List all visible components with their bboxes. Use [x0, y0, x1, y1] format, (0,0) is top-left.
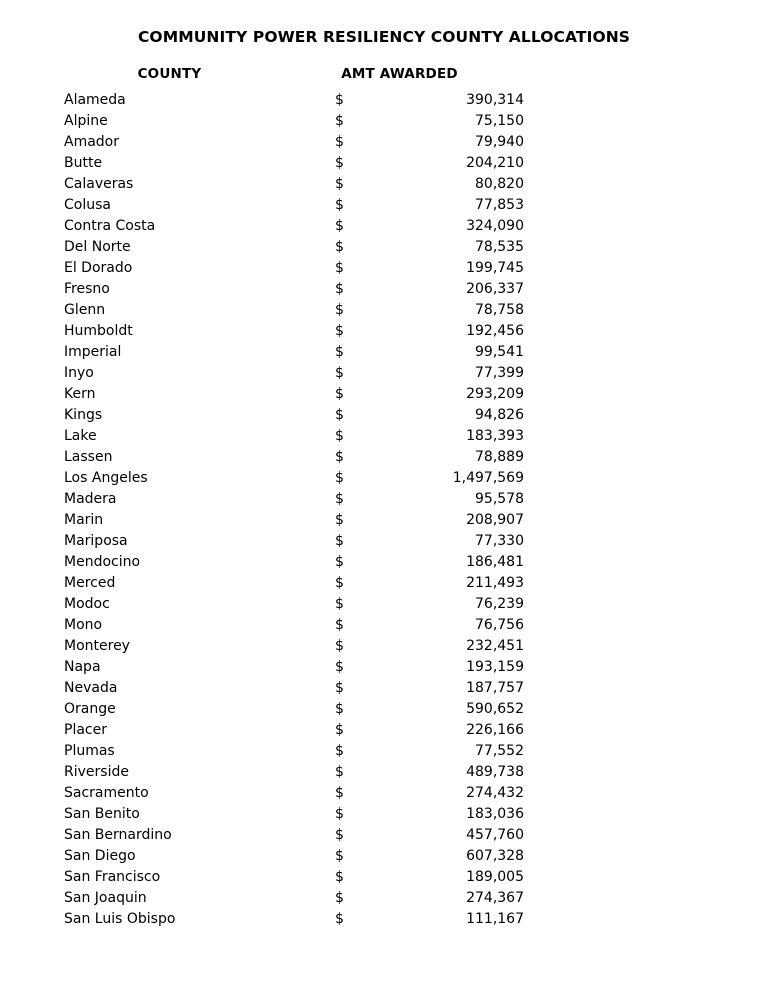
currency-symbol: $	[335, 407, 344, 423]
table-header	[64, 66, 524, 90]
county-name-cell: Napa	[64, 659, 101, 675]
currency-symbol: $	[335, 785, 344, 801]
page-title: COMMUNITY POWER RESILIENCY COUNTY ALLOCATIONS	[137, 28, 631, 46]
currency-symbol: $	[335, 659, 344, 675]
currency-symbol: $	[335, 701, 344, 717]
table-row	[64, 216, 524, 237]
amount-value: 232,451	[466, 638, 524, 654]
county-name-cell: Imperial	[64, 344, 122, 360]
amount-wrapper	[335, 783, 524, 804]
county-name-cell: Marin	[64, 512, 104, 528]
amount-cell	[275, 804, 524, 825]
currency-symbol: $	[335, 680, 344, 696]
column-header-county: COUNTY	[137, 66, 202, 82]
amount-value: 208,907	[466, 512, 524, 528]
amount-wrapper	[335, 594, 524, 615]
county-name-cell: Inyo	[64, 365, 94, 381]
amount-cell	[275, 510, 524, 531]
currency-symbol: $	[335, 554, 344, 570]
amount-cell	[275, 174, 524, 195]
amount-value: 95,578	[475, 491, 524, 507]
amount-wrapper	[335, 741, 524, 762]
amount-wrapper	[335, 447, 524, 468]
currency-symbol: $	[335, 764, 344, 780]
currency-symbol: $	[335, 428, 344, 444]
currency-symbol: $	[335, 533, 344, 549]
amount-cell	[275, 636, 524, 657]
table-row	[64, 363, 524, 384]
currency-symbol: $	[335, 218, 344, 234]
currency-symbol: $	[335, 743, 344, 759]
amount-value: 206,337	[466, 281, 524, 297]
currency-symbol: $	[335, 176, 344, 192]
amount-value: 274,367	[466, 890, 524, 906]
table-row	[64, 888, 524, 909]
currency-symbol: $	[335, 302, 344, 318]
amount-wrapper	[335, 657, 524, 678]
county-name-cell: Butte	[64, 155, 103, 171]
county-name-cell: Mariposa	[64, 533, 128, 549]
amount-value: 226,166	[466, 722, 524, 738]
currency-symbol: $	[335, 449, 344, 465]
amount-wrapper	[335, 111, 524, 132]
amount-cell	[275, 909, 524, 930]
county-name-cell: Mono	[64, 617, 103, 633]
county-name-cell: Nevada	[64, 680, 118, 696]
county-name-cell: Plumas	[64, 743, 115, 759]
amount-value: 293,209	[466, 386, 524, 402]
table-row	[64, 804, 524, 825]
currency-symbol: $	[335, 92, 344, 108]
amount-cell	[275, 762, 524, 783]
amount-value: 189,005	[466, 869, 524, 885]
amount-wrapper	[335, 216, 524, 237]
amount-value: 192,456	[466, 323, 524, 339]
county-name-cell: Monterey	[64, 638, 130, 654]
amount-cell	[275, 846, 524, 867]
table-row	[64, 573, 524, 594]
amount-cell	[275, 783, 524, 804]
amount-wrapper	[335, 909, 524, 930]
county-name-cell: Lassen	[64, 449, 113, 465]
county-name-cell: Los Angeles	[64, 470, 148, 486]
amount-cell	[275, 405, 524, 426]
amount-value: 78,758	[475, 302, 524, 318]
table-row	[64, 321, 524, 342]
amount-wrapper	[335, 468, 524, 489]
amount-cell	[275, 657, 524, 678]
amount-cell	[275, 699, 524, 720]
amount-value: 94,826	[475, 407, 524, 423]
table-row	[64, 531, 524, 552]
amount-value: 590,652	[466, 701, 524, 717]
amount-wrapper	[335, 258, 524, 279]
amount-cell	[275, 447, 524, 468]
amount-wrapper	[335, 90, 524, 111]
table-row	[64, 720, 524, 741]
table-row	[64, 279, 524, 300]
table-row	[64, 174, 524, 195]
amount-cell	[275, 195, 524, 216]
currency-symbol: $	[335, 365, 344, 381]
currency-symbol: $	[335, 512, 344, 528]
table-row	[64, 636, 524, 657]
amount-wrapper	[335, 363, 524, 384]
currency-symbol: $	[335, 323, 344, 339]
amount-cell	[275, 615, 524, 636]
amount-wrapper	[335, 279, 524, 300]
county-name-cell: El Dorado	[64, 260, 133, 276]
amount-value: 76,239	[475, 596, 524, 612]
amount-cell	[275, 426, 524, 447]
amount-value: 183,036	[466, 806, 524, 822]
amount-wrapper	[335, 846, 524, 867]
amount-cell	[275, 258, 524, 279]
currency-symbol: $	[335, 113, 344, 129]
table-row	[64, 195, 524, 216]
amount-value: 457,760	[466, 827, 524, 843]
amount-value: 75,150	[475, 113, 524, 129]
county-name-cell: Lake	[64, 428, 97, 444]
amount-wrapper	[335, 615, 524, 636]
currency-symbol: $	[335, 869, 344, 885]
table-row	[64, 594, 524, 615]
amount-value: 607,328	[466, 848, 524, 864]
table-header-row	[64, 66, 524, 90]
county-name-cell: Orange	[64, 701, 116, 717]
table-row	[64, 762, 524, 783]
amount-cell	[275, 468, 524, 489]
county-name-cell: Del Norte	[64, 239, 131, 255]
amount-wrapper	[335, 678, 524, 699]
amount-cell	[275, 132, 524, 153]
table-row	[64, 90, 524, 111]
amount-value: 76,756	[475, 617, 524, 633]
amount-value: 187,757	[466, 680, 524, 696]
amount-cell	[275, 489, 524, 510]
table-row	[64, 615, 524, 636]
amount-value: 78,535	[475, 239, 524, 255]
table-row	[64, 132, 524, 153]
table-row	[64, 258, 524, 279]
amount-cell	[275, 720, 524, 741]
amount-value: 99,541	[475, 344, 524, 360]
amount-wrapper	[335, 153, 524, 174]
amount-value: 489,738	[466, 764, 524, 780]
table-row	[64, 405, 524, 426]
table-row	[64, 741, 524, 762]
amount-cell	[275, 90, 524, 111]
county-name-cell: Glenn	[64, 302, 106, 318]
amount-wrapper	[335, 195, 524, 216]
table-row	[64, 657, 524, 678]
amount-wrapper	[335, 321, 524, 342]
amount-value: 186,481	[466, 554, 524, 570]
county-name-cell: Alpine	[64, 113, 108, 129]
currency-symbol: $	[335, 470, 344, 486]
county-name-cell: Sacramento	[64, 785, 149, 801]
table-row	[64, 153, 524, 174]
table-row	[64, 846, 524, 867]
amount-cell	[275, 237, 524, 258]
county-name-cell: Placer	[64, 722, 107, 738]
table-row	[64, 447, 524, 468]
amount-cell	[275, 216, 524, 237]
amount-wrapper	[335, 510, 524, 531]
amount-wrapper	[335, 825, 524, 846]
amount-value: 77,330	[475, 533, 524, 549]
currency-symbol: $	[335, 491, 344, 507]
amount-value: 80,820	[475, 176, 524, 192]
county-name-cell: San Diego	[64, 848, 136, 864]
currency-symbol: $	[335, 239, 344, 255]
county-name-cell: Kings	[64, 407, 103, 423]
county-name-cell: Alameda	[64, 92, 126, 108]
amount-wrapper	[335, 720, 524, 741]
amount-wrapper	[335, 342, 524, 363]
currency-symbol: $	[335, 722, 344, 738]
currency-symbol: $	[335, 890, 344, 906]
currency-symbol: $	[335, 197, 344, 213]
table-row	[64, 342, 524, 363]
county-name-cell: Mendocino	[64, 554, 141, 570]
county-name-cell: San Luis Obispo	[64, 911, 176, 927]
amount-cell	[275, 153, 524, 174]
amount-value: 324,090	[466, 218, 524, 234]
county-name-cell: Kern	[64, 386, 96, 402]
table-row	[64, 825, 524, 846]
table-row	[64, 867, 524, 888]
amount-wrapper	[335, 888, 524, 909]
table-row	[64, 468, 524, 489]
county-name-cell: Calaveras	[64, 176, 134, 192]
amount-value: 77,552	[475, 743, 524, 759]
amount-wrapper	[335, 384, 524, 405]
amount-cell	[275, 825, 524, 846]
amount-cell	[275, 111, 524, 132]
table-row	[64, 237, 524, 258]
amount-cell	[275, 552, 524, 573]
table-row	[64, 426, 524, 447]
county-name-cell: Humboldt	[64, 323, 133, 339]
amount-wrapper	[335, 174, 524, 195]
currency-symbol: $	[335, 386, 344, 402]
currency-symbol: $	[335, 806, 344, 822]
county-name-cell: Colusa	[64, 197, 111, 213]
currency-symbol: $	[335, 344, 344, 360]
amount-value: 78,889	[475, 449, 524, 465]
currency-symbol: $	[335, 596, 344, 612]
table-row	[64, 909, 524, 930]
column-header-amount: AMT AWARDED	[341, 66, 458, 82]
county-name-cell: Merced	[64, 575, 116, 591]
amount-wrapper	[335, 867, 524, 888]
amount-cell	[275, 741, 524, 762]
currency-symbol: $	[335, 638, 344, 654]
amount-wrapper	[335, 573, 524, 594]
currency-symbol: $	[335, 617, 344, 633]
county-name-cell: Madera	[64, 491, 117, 507]
table-row	[64, 300, 524, 321]
amount-wrapper	[335, 489, 524, 510]
currency-symbol: $	[335, 827, 344, 843]
county-name-cell: San Bernardino	[64, 827, 172, 843]
amount-wrapper	[335, 762, 524, 783]
amount-cell	[275, 321, 524, 342]
amount-wrapper	[335, 132, 524, 153]
county-name-cell: Fresno	[64, 281, 110, 297]
amount-cell	[275, 300, 524, 321]
currency-symbol: $	[335, 911, 344, 927]
table-row	[64, 111, 524, 132]
currency-symbol: $	[335, 848, 344, 864]
currency-symbol: $	[335, 155, 344, 171]
table-row	[64, 552, 524, 573]
county-name-cell: San Benito	[64, 806, 140, 822]
amount-cell	[275, 867, 524, 888]
amount-value: 199,745	[466, 260, 524, 276]
amount-wrapper	[335, 804, 524, 825]
amount-cell	[275, 888, 524, 909]
county-name-cell: Amador	[64, 134, 120, 150]
amount-wrapper	[335, 636, 524, 657]
amount-value: 183,393	[466, 428, 524, 444]
amount-value: 111,167	[466, 911, 524, 927]
amount-value: 193,159	[466, 659, 524, 675]
amount-cell	[275, 678, 524, 699]
amount-wrapper	[335, 405, 524, 426]
amount-cell	[275, 279, 524, 300]
county-name-cell: Modoc	[64, 596, 110, 612]
amount-value: 204,210	[466, 155, 524, 171]
table-row	[64, 783, 524, 804]
amount-cell	[275, 594, 524, 615]
amount-cell	[275, 342, 524, 363]
table-row	[64, 489, 524, 510]
table-body	[64, 90, 524, 930]
table-row	[64, 678, 524, 699]
table-row	[64, 699, 524, 720]
county-name-cell: Riverside	[64, 764, 129, 780]
amount-value: 79,940	[475, 134, 524, 150]
county-name-cell: San Francisco	[64, 869, 161, 885]
amount-cell	[275, 363, 524, 384]
amount-value: 1,497,569	[452, 470, 524, 486]
amount-value: 211,493	[466, 575, 524, 591]
amount-wrapper	[335, 699, 524, 720]
amount-value: 77,853	[475, 197, 524, 213]
amount-wrapper	[335, 426, 524, 447]
amount-wrapper	[335, 552, 524, 573]
table-row	[64, 510, 524, 531]
amount-value: 274,432	[466, 785, 524, 801]
amount-cell	[275, 531, 524, 552]
currency-symbol: $	[335, 575, 344, 591]
currency-symbol: $	[335, 134, 344, 150]
amount-wrapper	[335, 300, 524, 321]
amount-wrapper	[335, 531, 524, 552]
allocations-table	[64, 66, 524, 930]
currency-symbol: $	[335, 281, 344, 297]
amount-value: 77,399	[475, 365, 524, 381]
amount-cell	[275, 384, 524, 405]
county-name-cell: Contra Costa	[64, 218, 156, 234]
currency-symbol: $	[335, 260, 344, 276]
table-row	[64, 384, 524, 405]
amount-value: 390,314	[466, 92, 524, 108]
amount-wrapper	[335, 237, 524, 258]
county-name-cell: San Joaquin	[64, 890, 147, 906]
amount-cell	[275, 573, 524, 594]
